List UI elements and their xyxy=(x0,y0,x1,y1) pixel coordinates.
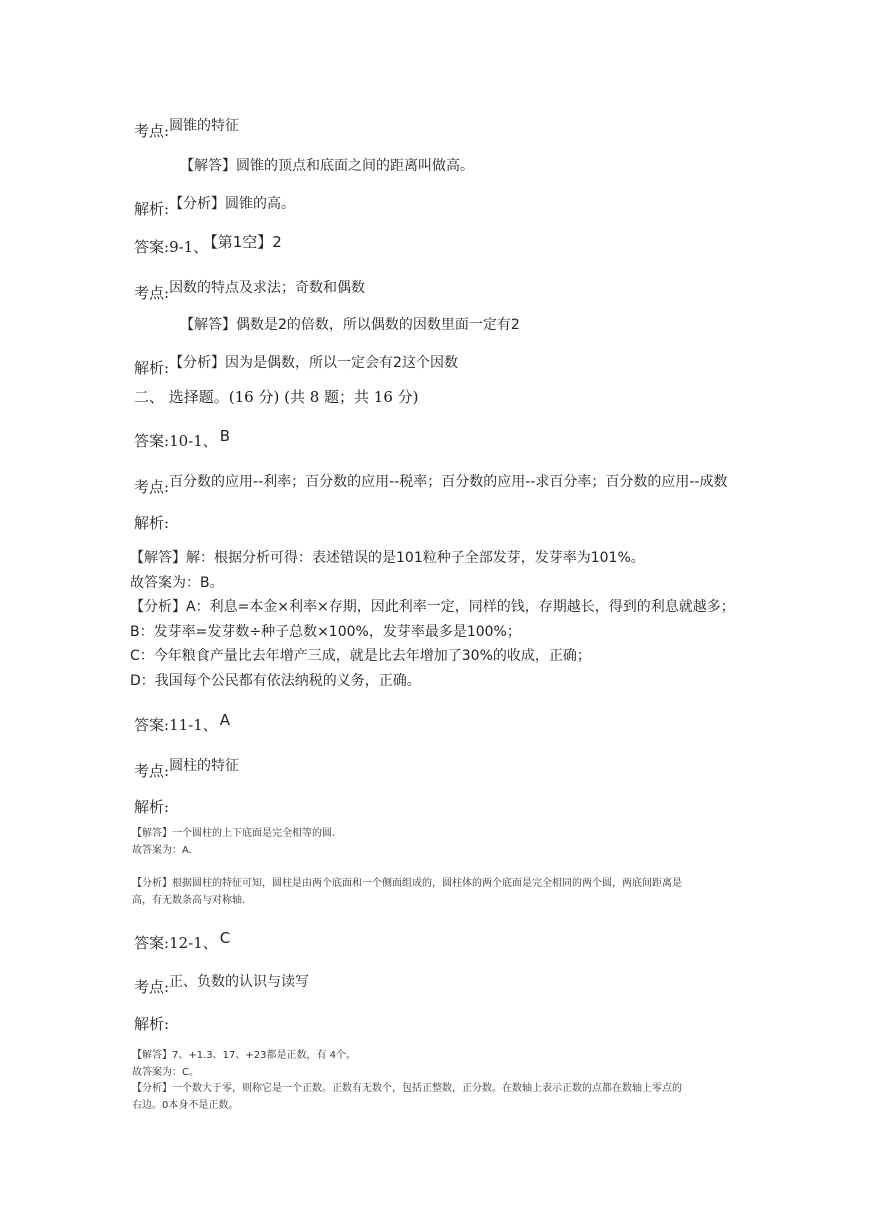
analysis-line: B：发芽率=发芽数÷种子总数×100%，发芽率最多是100%； xyxy=(130,623,521,640)
answer-note: 故答案为：C。 xyxy=(132,1066,199,1078)
answer-row-9 xyxy=(134,233,282,257)
jieda-text: 【解答】圆锥的顶点和底面之间的距离叫做高。 xyxy=(180,158,474,174)
answer-number: 9-1、 xyxy=(169,238,209,256)
answer-row-12 xyxy=(134,929,231,953)
analysis-line: C：今年粮食产量比去年增产三成，就是比去年增加了30%的收成，正确； xyxy=(130,648,591,664)
kaodian-label: 考点: xyxy=(134,978,170,996)
fenxi-text: 高，有无数条高与对称轴. xyxy=(132,894,246,906)
analysis-line: 故答案为：B。 xyxy=(130,574,224,591)
answer-value: C xyxy=(219,929,231,947)
kaodian-row-2 xyxy=(134,282,365,303)
kaodian-label: 考点: xyxy=(134,122,170,140)
answer-note: 故答案为：A. xyxy=(132,844,192,856)
analysis-line: 【解答】解：根据分析可得：表述错误的是101粒种子全部发芽，发芽率为101%。 xyxy=(130,550,645,566)
kaodian-label: 考点: xyxy=(134,762,170,780)
jiexi-row-4 xyxy=(134,796,169,817)
kaodian-value: 因数的特点及求法；奇数和偶数 xyxy=(169,280,366,296)
fenxi-text: 【分析】因为是偶数，所以一定会有2这个因数 xyxy=(169,355,458,371)
analysis-line: 【分析】A：利息=本金×利率×存期，因此利率一定，同样的钱，存期越长，得到的利息就越多； xyxy=(130,599,735,615)
answer-number: 10-1、 xyxy=(169,432,218,450)
kaodian-row-5 xyxy=(134,976,309,997)
jiexi-label: 解析: xyxy=(134,798,170,816)
answer-row-10 xyxy=(134,427,231,451)
jiexi-row-3 xyxy=(134,512,169,533)
kaodian-value: 正、负数的认识与读写 xyxy=(169,974,310,990)
answer-label: 答案: xyxy=(134,238,170,256)
analysis-block-11a xyxy=(132,826,335,859)
section-heading: 二、 选择题。(16 分) (共 8 题；共 16 分) xyxy=(134,388,419,406)
jiexi-row-1 xyxy=(134,198,295,219)
answer-value: B xyxy=(219,427,231,445)
jiexi-label: 解析: xyxy=(134,200,170,218)
answer-number: 11-1、 xyxy=(169,716,218,734)
jiexi-label: 解析: xyxy=(134,1015,170,1033)
answer-row-11 xyxy=(134,711,231,735)
answer-label: 答案: xyxy=(134,432,170,450)
fenxi-text: 【分析】圆锥的高。 xyxy=(169,196,296,212)
answer-value: A xyxy=(219,711,231,729)
fenxi-text: 【分析】根据圆柱的特征可知，圆柱是由两个底面和一个侧面组成的，圆柱体的两个底面是完全相同的两个圆，两底间距离是 xyxy=(132,878,682,889)
kaodian-label: 考点: xyxy=(134,478,170,496)
kaodian-value: 百分数的应用--利率；百分数的应用--税率；百分数的应用--求百分率；百分数的应用--成数 xyxy=(169,474,728,490)
analysis-line: D：我国每个公民都有依法纳税的义务，正确。 xyxy=(130,672,421,689)
jieda-text: 【解答】一个圆柱的上下底面是完全相等的圆. xyxy=(132,828,336,839)
answer-label: 答案: xyxy=(134,716,170,734)
jiexi-label: 解析: xyxy=(134,514,170,532)
jiexi-row-5 xyxy=(134,1013,169,1034)
kaodian-row-4 xyxy=(134,760,239,781)
kaodian-value: 圆锥的特征 xyxy=(169,118,240,134)
jiexi-label: 解析: xyxy=(134,359,170,377)
kaodian-value: 圆柱的特征 xyxy=(169,758,240,774)
kaodian-row-3 xyxy=(134,476,727,497)
fenxi-text: 【分析】一个数大于零，则称它是一个正数。正数有无数个，包括正整数，正分数。在数轴上表示正数的点都在数轴上零点的 xyxy=(132,1083,682,1094)
kaodian-row-1 xyxy=(134,120,239,141)
jiexi-row-2 xyxy=(134,357,458,378)
answer-number: 12-1、 xyxy=(169,934,218,952)
answer-label: 答案: xyxy=(134,934,170,952)
jieda-text: 【解答】7、+1.3、17、+23都是正数，有 4个。 xyxy=(132,1050,357,1061)
analysis-block-10 xyxy=(130,546,735,693)
jieda-text: 【解答】偶数是2的倍数，所以偶数的因数里面一定有2 xyxy=(180,317,520,333)
analysis-block-11b xyxy=(132,876,682,909)
analysis-block-12 xyxy=(132,1048,682,1114)
kaodian-label: 考点: xyxy=(134,284,170,302)
fenxi-text: 右边。0本身不是正数。 xyxy=(132,1099,239,1111)
answer-value: 【第1空】2 xyxy=(210,233,282,251)
